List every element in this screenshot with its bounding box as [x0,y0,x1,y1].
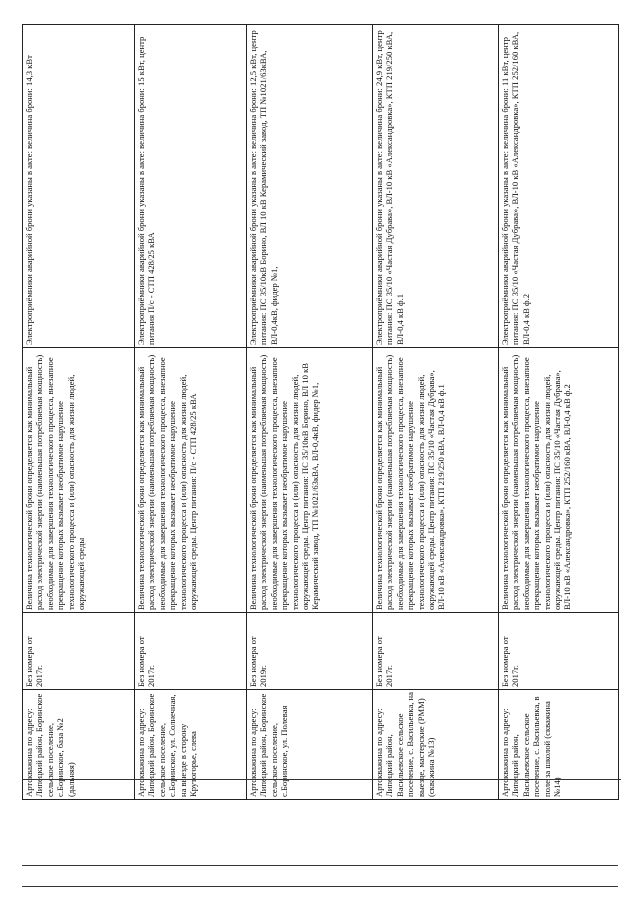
table-row [23,25,135,800]
justification-cell: Величина технологической брони определяется как минимальный расход электрической энергии (наименьшая потребляемая мощность) необходимые для завершения технологического процесса, внезапное прекращение которых вызывает необратимое нарушение технологического процесса и (или) опасность для жизни людей, окружающей среды. Центр питания: ПС 35/10 «Частая Дубрава», ВЛ-10 кВ «Александровка», КТП 219/250 кВА, ВЛ-0,4 кВ ф.1 [373,348,499,613]
address-cell: Артскважина по адресу: Липецкий район, Боринское сельское поселение, с.Боринское, ул. Полевая [247,690,373,800]
number-cell: Без номера от 2017г. [499,613,619,690]
horizontal-rule [22,865,618,866]
address-cell: Артскважина по адресу: Липецкий район, Васильевское сельское поселение, с. Васильевка, на выезде, мастерские (РММ) (скважина №13) [373,690,499,800]
number-cell: Без номера от 2017г. [135,613,247,690]
table-row [247,25,373,800]
address-cell: Артскважина по адресу: Липецкий район, Боринское сельское поселение, с.Боринское, ул. Солнечная, на выезде в сторону Крутогорье, слева [135,690,247,800]
reserve-cell: Электроприёмники аварийной брони указаны в акте: величина брони: 14,3 кВт [23,25,135,348]
number-cell: Без номера от 2017г. [373,613,499,690]
reserve-table [22,24,619,800]
reserve-cell: Электроприёмники аварийной брони указаны в акте: величина брони: 11 кВт, центр питания: ПС 35/10 «Частая Дубрава», ВЛ-10 кВ «Александровка», КТП 252/160 кВА, ВЛ-0,4 кВ ф.2 [499,25,619,348]
horizontal-rule [22,886,618,887]
justification-cell: Величина технологической брони определяется как минимальный расход электрической энергии (наименьшая потребляемая мощность) необходимые для завершения технологического процесса, внезапное прекращение которых вызывает необратимое нарушение технологического процесса и (или) опасность для жизни людей, окружающей среды. Центр питания: ПС 35/10кВ Борино, ВЛ 10 кВ Керамический завод, ТП №1021/63кВА, ВЛ-0,4кВ, фидер №1, [247,348,373,613]
horizontal-rule [22,779,621,780]
rotated-table-container [22,25,618,800]
table-row [373,25,499,800]
justification-cell: Величина технологической брони определяется как минимальный расход электрической энергии (наименьшая потребляемая мощность) необходимые для завершения технологического процесса, внезапное прекращение которых вызывает необратимое нарушение технологического процесса и (или) опасность для жизни людей, окружающей среды. Центр питания: П/с - СТП 428/25 кВА [135,348,247,613]
reserve-cell: Электроприёмники аварийной брони указаны в акте: величина брони: 24,9 кВт, центр питания: ПС 35/10 «Частая Дубрава», ВЛ-10 кВ «Александровка», КТП 219/250 кВА, ВЛ-0,4 кВ ф.1 [373,25,499,348]
table-row [499,25,619,800]
number-cell: Без номера от 2017г. [23,613,135,690]
address-cell: Артскважина по адресу: Липецкий район, Боринское сельское поселение, с.Боринское, база №2 (дальняя) [23,690,135,800]
address-cell: Артскважина по адресу: Липецкий район, Васильевское сельское поселение, с. Васильевка, в поле за школой (скважина №14) [499,690,619,800]
number-cell: Без номера от 2019г. [247,613,373,690]
table-row [135,25,247,800]
reserve-cell: Электроприёмники аварийной брони указаны в акте: величина брони: 15 кВт, центр питания П/с - СТП 428/25 кВА [135,25,247,348]
justification-cell: Величина технологической брони определяется как минимальный расход электрической энергии (наименьшая потребляемая мощность) необходимые для завершения технологического процесса, внезапное прекращение которых вызывает необратимое нарушение технологического процесса и (или) опасность для жизни людей, окружающей среды [23,348,135,613]
justification-cell: Величина технологической брони определяется как минимальный расход электрической энергии (наименьшая потребляемая мощность) необходимые для завершения технологического процесса, внезапное прекращение которых вызывает необратимое нарушение технологического процесса и (или) опасность для жизни людей, окружающей среды. Центр питания: ПС 35/10 «Частая Дубрава», ВЛ-10 кВ «Александровка», КТП 252/160 кВА, ВЛ-0,4 кВ ф.2 [499,348,619,613]
reserve-cell: Электроприёмники аварийной брони указаны в акте: величина брони: 12,5 кВт, центр питания: ПС 35/10кВ Борино, ВЛ 10 кВ Керамический завод, ТП №1021/63кВА, ВЛ-0,4кВ, фидер №1, [247,25,373,348]
